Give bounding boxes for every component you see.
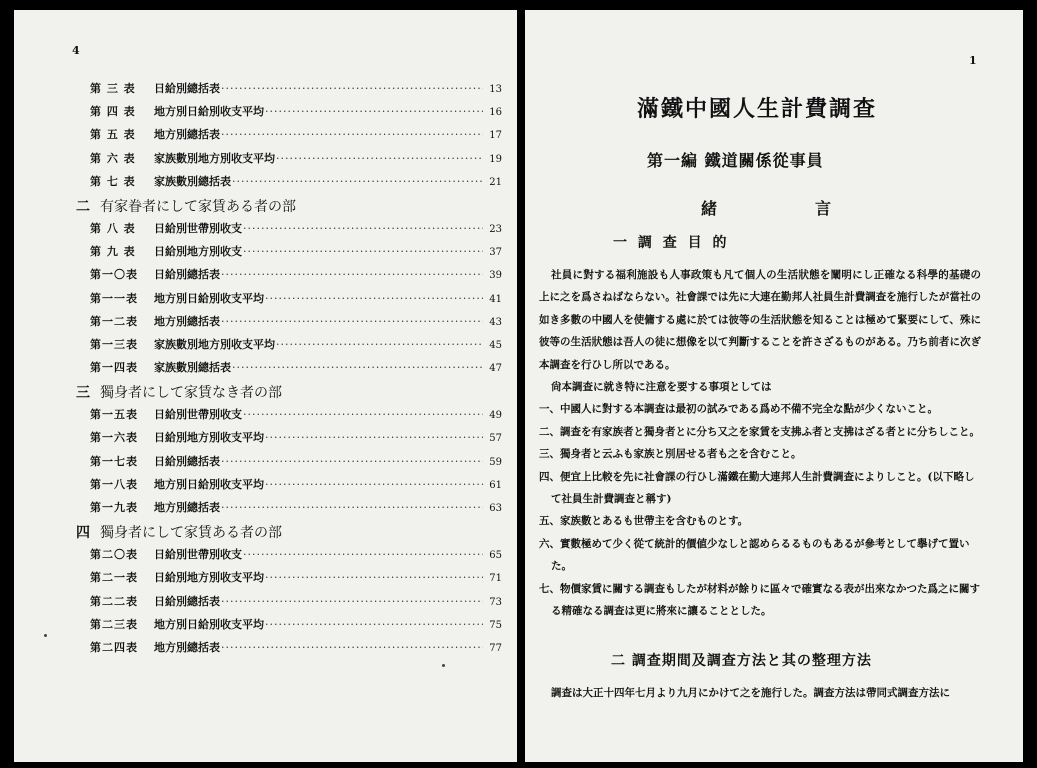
leader-dots	[221, 595, 483, 608]
page-ref: 45	[489, 339, 502, 351]
section-number: 二	[76, 198, 90, 215]
page-ref: 17	[489, 130, 502, 142]
section-title: 獨身者にして家賃ある者の部	[100, 525, 282, 542]
ink-spot	[442, 664, 445, 667]
table-title: 家族數別總括表	[154, 174, 231, 188]
table-label: 第 四 表	[90, 105, 136, 119]
table-title: 家族數別總括表	[154, 361, 231, 375]
page-ref: 63	[489, 503, 502, 514]
section-number: 四	[76, 525, 90, 542]
page-ref: 39	[489, 270, 502, 282]
toc-entry	[90, 476, 502, 499]
toc-entry	[90, 593, 502, 616]
note-item: 七、物價家賃に關する調查もしたが材料が餘りに區々で確實なる表が出來なかつた爲之に關する精確なる調查は更に將來に讓ることとした。	[539, 582, 980, 618]
toc-entry	[90, 429, 502, 452]
table-label: 第一五表	[90, 408, 138, 422]
intro-heading	[701, 196, 831, 219]
page-ref: 59	[489, 456, 502, 468]
table-label: 第一八表	[90, 477, 138, 491]
table-title: 日給別地方別收支	[154, 245, 242, 259]
page-number: 4	[72, 44, 80, 57]
toc-entry	[90, 313, 502, 336]
page-ref: 41	[489, 293, 502, 305]
table-title: 日給別總括表	[154, 82, 220, 95]
ink-spot	[44, 634, 47, 637]
section-heading: 二 調查期間及調查方法と其の整理方法	[611, 653, 872, 669]
table-title: 家族數別地方別收支平均	[154, 337, 275, 351]
table-label: 第 五 表	[90, 128, 136, 142]
note-item: 五、家族數とあるも世帶主を含むものとす。	[539, 515, 749, 528]
toc-entry	[90, 243, 502, 266]
notes-list	[539, 376, 981, 622]
table-label: 第 九 表	[90, 245, 136, 259]
table-title: 地方別日給別收支平均	[154, 617, 264, 631]
table-title: 日給別總括表	[154, 454, 220, 468]
leader-dots	[276, 338, 483, 351]
leader-dots	[221, 268, 483, 281]
note-item: 一、中國人に對する本調查は最初の試みである爲め不備不完全な點が少くないこと。	[539, 403, 938, 416]
note-item: 六、實數極めて少く從て統計的價値少なしと認めらるるものもあるが參考として擧げて置いた。	[539, 537, 970, 573]
table-label: 第 七 表	[90, 174, 136, 188]
toc-entry	[90, 406, 502, 429]
page-ref: 57	[489, 433, 502, 445]
section-title: 有家眷者にして家賃ある者の部	[100, 198, 296, 215]
section-heading: 一 調 查 目 的	[613, 235, 730, 251]
table-title: 地方別總括表	[154, 128, 220, 142]
leader-dots	[243, 548, 483, 561]
table-label: 第一七表	[90, 454, 138, 468]
table-title: 地方別日給別收支平均	[154, 105, 264, 119]
leader-dots	[265, 105, 483, 118]
toc-entry	[90, 150, 502, 173]
toc-entry	[90, 639, 502, 662]
table-label: 第二三表	[90, 617, 138, 631]
section-number: 三	[76, 385, 90, 402]
body-text	[539, 264, 981, 623]
leader-dots	[221, 82, 483, 95]
right-page	[525, 10, 1023, 762]
page-ref: 23	[489, 223, 502, 235]
table-title: 地方別總括表	[154, 640, 220, 654]
toc-entry	[90, 499, 502, 522]
toc-entry	[90, 616, 502, 639]
leader-dots	[221, 315, 483, 328]
table-label: 第二〇表	[90, 548, 138, 562]
page-ref: 43	[489, 316, 502, 328]
leader-dots	[232, 175, 483, 188]
toc-entry	[90, 80, 502, 103]
table-label: 第一六表	[90, 431, 138, 445]
leader-dots	[243, 222, 483, 235]
toc-entry	[90, 126, 502, 149]
page-number: 1	[969, 54, 977, 67]
page-ref: 49	[489, 410, 502, 422]
table-label: 第一三表	[90, 337, 138, 351]
table-title: 地方別日給別收支平均	[154, 291, 264, 305]
page-ref: 75	[489, 619, 502, 631]
leader-dots	[265, 478, 483, 491]
intro-char: 言	[814, 199, 831, 218]
toc-entry	[90, 453, 502, 476]
table-of-contents	[76, 80, 502, 662]
page-ref: 65	[489, 550, 502, 562]
note-item: 三、獨身者と云ふも家族と別居せる者も之を含むこと。	[539, 448, 802, 461]
table-title: 地方別總括表	[154, 314, 220, 328]
page-ref: 13	[489, 84, 502, 95]
leader-dots	[221, 641, 483, 654]
toc-entry	[90, 103, 502, 126]
table-title: 地方別日給別收支平均	[154, 477, 264, 491]
page-ref: 71	[489, 573, 502, 585]
body-text	[539, 682, 981, 704]
table-title: 日給別世帶別收支	[154, 221, 242, 235]
page-ref: 37	[489, 247, 502, 259]
notes-intro: 尙本調查に就き特に注意を要する事項としては	[551, 381, 772, 394]
toc-entry	[90, 546, 502, 569]
page-ref: 61	[489, 479, 502, 491]
leader-dots	[265, 618, 483, 631]
table-title: 日給別世帶別收支	[154, 408, 242, 422]
page-ref: 16	[489, 107, 502, 119]
table-title: 地方別總括表	[154, 501, 220, 514]
leader-dots	[243, 245, 483, 258]
leader-dots	[232, 361, 483, 374]
page-ref: 21	[489, 176, 502, 188]
left-page	[14, 10, 517, 762]
toc-entry	[90, 266, 502, 289]
table-label: 第二四表	[90, 640, 138, 654]
note-item: 四、便宜上比較を先に社會課の行ひし滿鐵在勤大連邦人生計費調查によりしこと。(以下略して社員生計費調查と稱す)	[539, 470, 975, 506]
toc-entry	[90, 173, 502, 196]
table-label: 第 八 表	[90, 221, 136, 235]
table-label: 第二一表	[90, 571, 138, 585]
leader-dots	[243, 408, 483, 421]
table-title: 日給別地方別收支平均	[154, 571, 264, 585]
toc-entry	[90, 569, 502, 592]
page-ref: 73	[489, 596, 502, 608]
table-label: 第 三 表	[90, 82, 136, 95]
leader-dots	[221, 128, 483, 141]
section-title: 獨身者にして家賃なき者の部	[100, 385, 282, 402]
table-title: 日給別總括表	[154, 268, 220, 282]
intro-char: 緒	[701, 199, 718, 218]
table-label: 第 六 表	[90, 151, 136, 165]
leader-dots	[276, 152, 483, 165]
toc-entry	[90, 359, 502, 382]
page-ref: 19	[489, 153, 502, 165]
toc-entry	[90, 220, 502, 243]
table-title: 家族數別地方別收支平均	[154, 151, 275, 165]
table-label: 第一二表	[90, 314, 138, 328]
table-label: 第一〇表	[90, 268, 138, 282]
toc-section-heading	[76, 196, 502, 220]
toc-entry	[90, 290, 502, 313]
leader-dots	[265, 571, 483, 584]
note-item: 二、調查を有家族者と獨身者とに分ち又之を家賃を支拂ふ者と支拂はざる者とに分ちしこと。	[539, 425, 980, 438]
leader-dots	[265, 431, 483, 444]
toc-section-heading	[76, 522, 502, 546]
page-ref: 77	[489, 642, 502, 654]
leader-dots	[221, 455, 483, 468]
part-title: 第一編 鐵道關係從事員	[647, 151, 824, 170]
page-ref: 47	[489, 363, 502, 375]
toc-entry	[90, 336, 502, 359]
leader-dots	[221, 501, 483, 514]
book-gutter	[517, 0, 525, 768]
page-title: 滿鐵中國人生計費調查	[636, 96, 877, 122]
table-label: 第一四表	[90, 361, 138, 375]
table-title: 日給別地方別收支平均	[154, 431, 264, 445]
leader-dots	[265, 292, 483, 305]
toc-section-heading	[76, 382, 502, 406]
paragraph: 調查は大正十四年七月より九月にかけて之を施行した。調查方法は帶同式調查方法に	[551, 687, 950, 699]
paragraph: 社員に對する福利施設も人事政策も凡て個人の生活狀態を闡明にし正確なる科學的基礎の上に之を爲さねばならない。社會課では先に大連在勤邦人社員生計費調查を施行したが當社の如き多數の中國人を使傭する處に於ては彼等の生活狀態を知ることは極めて緊要にして、殊に彼等の生活狀態は吾人の徒に想像を以て判斷することを許さざるものがある。乃ち前者に次ぎ本調查を行ひし所以である。	[539, 269, 981, 371]
table-label: 第一九表	[90, 501, 138, 514]
table-title: 日給別世帶別收支	[154, 548, 242, 562]
table-label: 第二二表	[90, 594, 138, 608]
table-title: 日給別總括表	[154, 594, 220, 608]
table-label: 第一一表	[90, 291, 138, 305]
